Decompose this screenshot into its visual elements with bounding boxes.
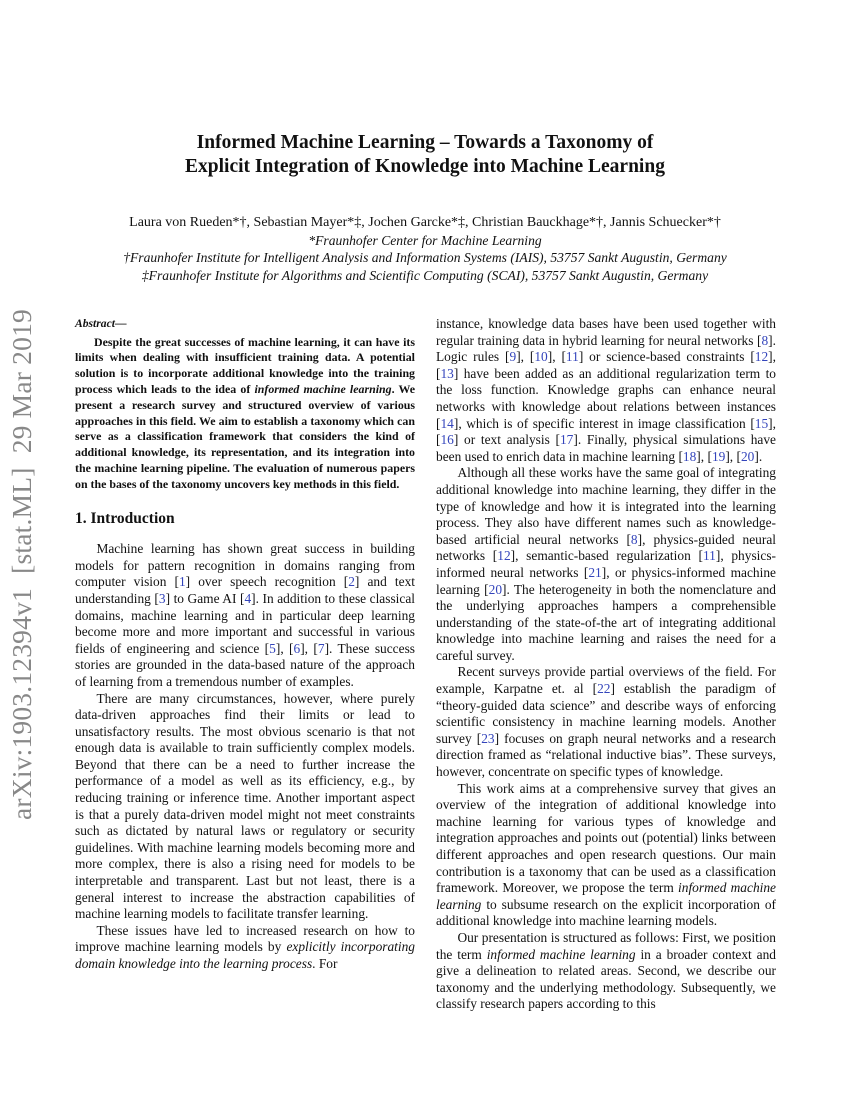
abstract-heading: Abstract— [75,317,127,330]
emphasis: informed machine learning [486,946,636,962]
citation-link[interactable]: 11 [702,548,716,564]
emphasis: explicitly incorporating domain knowledge into the learning process [75,939,416,971]
affiliation: ‡Fraunhofer Institute for Algorithms and Scientific Computing (SCAI), 53757 Sankt Augustin, Germany [141,267,709,283]
author-list: Laura von Rueden*†, Sebastian Mayer*‡, Jochen Garcke*‡, Christian Bauckhage*†, Jannis Schuecker*† [129,215,721,230]
citation-link[interactable]: 16 [440,432,454,448]
citation-link[interactable]: 12 [497,548,511,564]
citation-link[interactable]: 12 [754,349,769,365]
right-column [436,316,776,1013]
citation-link[interactable]: 20 [740,448,755,464]
body-paragraph: Recent surveys provide partial overviews of the field. For example, Karpatne et. al [22] establish the paradigm of “theory-guided data science” and describe ways of enforcing scientific consistency in machine learning models. Another survey [23] focuses on graph neural networks and a research direction framed as “relational inductive bias”. These surveys, however, concentrate on specific types of knowledge. [436,664,776,780]
abstract-text: Despite the great successes of machine learning, it can have its limits when dealing with insufficient training data. A potential solution is to incorporate additional knowledge into the training process which leads to the idea of informed machine learning. We present a research survey and structured overview of various approaches in this field. We aim to establish a taxonomy which can serve as a classification framework that considers the kind of additional knowledge, its representation, and its integration into the machine learning pipeline. The evaluation of numerous papers on the bases of the taxonomy uncovers key methods in this field. [75,334,415,491]
citation-link[interactable]: 2 [348,574,355,590]
citation-link[interactable]: 17 [559,432,574,448]
citation-link[interactable]: 8 [761,332,769,348]
affiliation: †Fraunhofer Institute for Intelligent Analysis and Information Systems (IAIS), 53757 Sankt Augustin, Germany [123,250,727,265]
citation-link[interactable]: 1 [178,574,186,590]
citation-link[interactable]: 11 [565,349,579,365]
citation-link[interactable]: 14 [440,415,454,431]
paper-title [0,131,850,179]
arxiv-stamp: arXiv:1903.12394v1 [stat.ML] 29 Mar 2019 [6,309,37,820]
citation-link[interactable]: 3 [158,590,166,606]
right-body [436,316,776,1013]
citation-link[interactable]: 4 [244,590,252,606]
body-paragraph: These issues have led to increased research on how to improve machine learning models by explicitly incorporating domain knowledge into the learning process. For [75,922,416,971]
citation-link[interactable]: 18 [682,448,697,464]
emphasis: informed machine learning [436,880,776,912]
left-column [75,316,415,973]
citation-link[interactable]: 9 [509,349,517,365]
citation-link[interactable]: 13 [440,365,454,381]
citation-link[interactable]: 23 [481,730,495,746]
body-paragraph: Our presentation is structured as follows: First, we position the term informed machine learning in a broader context and give a delineation to related areas. Second, we describe our taxonomy and the underlying methodology. Subsequently, we classify research papers according to this [436,929,776,1012]
citation-link[interactable]: 21 [588,564,602,580]
citation-link[interactable]: 6 [293,640,301,656]
body-paragraph: Although all these works have the same goal of integrating additional knowledge into machine learning, they differ in the type of knowledge and how it is integrated into the learning process. They also have different names such as knowledge-based artificial neural networks [8], physics-guided neural networks [12], semantic-based regularization [11], physics-informed neural networks [21], or physics-informed machine learning [20]. The heterogeneity in both the nomenclature and the underlying approaches hampers a comprehensible understanding of the state-of-the art of integrating additional knowledge into machine learning and raises the need for a careful survey. [436,465,777,663]
title-line: Explicit Integration of Knowledge into Machine Learning [185,156,665,177]
citation-link[interactable]: 19 [711,448,726,464]
citation-link[interactable]: 22 [597,681,611,697]
body-paragraph: Machine learning has shown great success in building models for pattern recognition in domains ranging from computer vision [1] over speech recognition [2] and text understanding [3] to Game AI [4]. In addition to these classical domains, machine learning and in particular deep learning become more and more important and successful in various fields of engineering and science [5], [6], [7]. These success stories are grounded in the data-based nature of the approach of learning from a tremendous number of examples. [75,541,415,689]
title-line: Informed Machine Learning – Towards a Taxonomy of [196,132,654,153]
left-body [75,541,415,972]
body-paragraph: This work aims at a comprehensive survey that gives an overview of the integration of additional knowledge into machine learning for various types of knowledge and integration approaches and points out (potential) links between different approaches and open research questions. Our main contribution is a taxonomy that can be used as a classification framework. Moreover, we propose the term informed machine learning to subsume research on the explicit incorporation of additional knowledge into machine learning models. [436,780,776,929]
section-heading: 1. Introduction [75,509,175,527]
body-paragraph: instance, knowledge data bases have been used together with regular training data in hybrid learning for neural networks [8]. Logic rules [9], [10], [11] or science-based constraints [12], [13] have been added as an additional regularization term to the loss function. Knowledge graphs can enhance neural networks with knowledge about relations between instances [14], which is of specific interest in image classification [15], [16] or text analysis [17]. Finally, physical simulations have been used to enrich data in machine learning [18], [19], [20]. [436,316,777,464]
emphasis: informed machine learning [254,381,392,396]
citation-link[interactable]: 10 [534,349,548,365]
citation-link[interactable]: 20 [488,581,503,597]
author-block [0,214,850,284]
body-paragraph: There are many circumstances, however, where purely data-driven approaches find their limits or lead to unsatisfactory results. The most obvious scenario is that not enough data is available to train sufficiently complex models. Beyond that there can be a need to further increase the performance of a model as well as its efficiency, e.g., by reducing training or inference time. Another important aspect is that a purely data-driven model might not meet constraints such as dictated by natural laws or regulatory or security guidelines. With machine learning models becoming more and more complex, there is also a rising need for models to be interpretable and transparent. Last but not least, there is a general interest to increase the abstraction capabilities of machine learning models to facilitate transfer learning. [75,690,415,922]
citation-link[interactable]: 7 [317,640,325,656]
affiliation: *Fraunhofer Center for Machine Learning [308,232,542,248]
citation-link[interactable]: 8 [630,531,638,547]
citation-link[interactable]: 15 [754,415,769,431]
citation-link[interactable]: 5 [269,640,276,656]
